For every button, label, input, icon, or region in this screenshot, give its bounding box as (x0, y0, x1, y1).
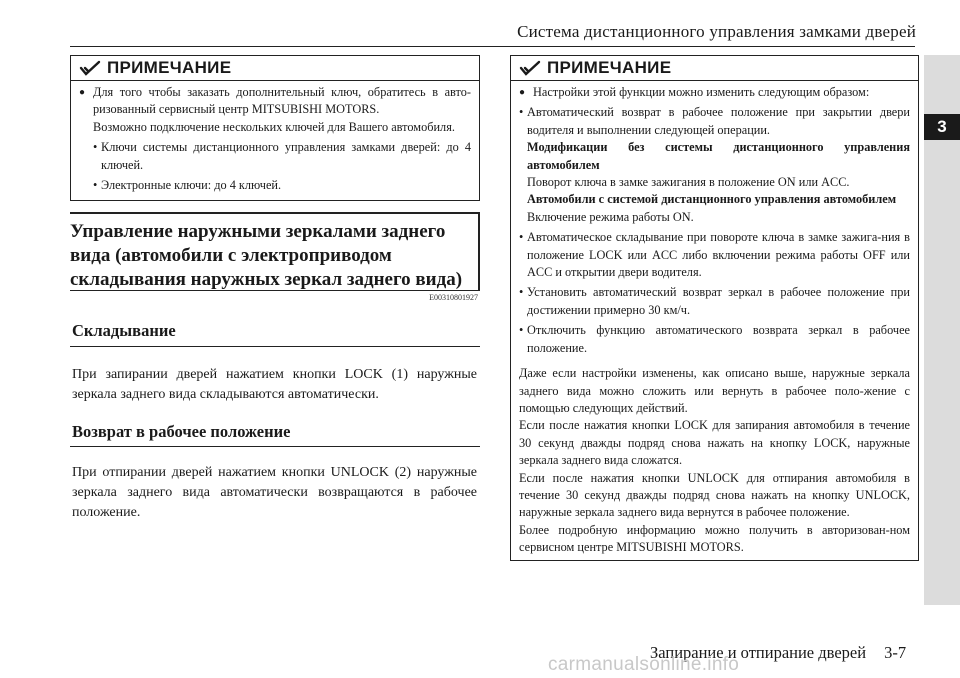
return-text: При отпирании дверей нажатием кнопки UNLOCK (2) наружные зеркала заднего вида автоматически возвращаются в рабочее положение. (72, 465, 477, 520)
note-list-item-text: Автоматический возврат в рабочее положение при закрытии двери водителя и выполнении следующей операции. (527, 105, 910, 137)
note-body (511, 81, 918, 561)
section-title-line: вида (автомобили с электроприводом (70, 245, 392, 266)
note-header (71, 56, 479, 81)
bullet-icon: ● (79, 87, 86, 98)
subsection-rule (70, 446, 480, 447)
note-bullet (79, 84, 471, 119)
note-subheading: Автомобили с системой дистанционного управления автомобилем (527, 192, 897, 207)
note-box-left (70, 55, 480, 201)
section-rule-bottom (70, 290, 480, 291)
note-bullet-text: Настройки этой функции можно изменить следующим образом: (533, 85, 870, 99)
note-title: ПРИМЕЧАНИЕ (107, 58, 232, 77)
subsection-title-folding: Складывание (72, 321, 176, 340)
note-list-item: • Ключи системы дистанционного управления замками дверей: до 4 ключей. (93, 139, 471, 174)
note-list-item: • Автоматический возврат в рабочее положение при закрытии двери водителя и выполнении следующей операции. Модификации без системы дистанционного управления автомобилем Поворот ключа в замке зажигания в положение ON или ACC. Автомобили с системой дистанционного управления автомобилем Включение режима работы ON. (519, 104, 910, 226)
note-paragraph: Более подробную информацию можно получить в авторизован-ном сервисном центре MITSUBISHI MOTORS. (519, 522, 910, 555)
page-number: 3-7 (884, 643, 907, 662)
note-bullet-text: Для того чтобы заказать дополнительный ключ, обратитесь в авто-ризованный сервисный центр MITSUBISHI MOTORS. (93, 85, 471, 117)
note-list-item-text: Электронные ключи: до 4 ключей. (101, 178, 282, 193)
footer-section-title: Запирание и отпирание дверей (650, 643, 867, 662)
section-rule-top (70, 212, 480, 214)
note-text: Поворот ключа в замке зажигания в положение ON или ACC. (527, 175, 850, 190)
note-text: Возможно подключение нескольких ключей для Вашего автомобиля. (93, 119, 455, 134)
note-body (71, 81, 479, 198)
subsection-rule (70, 346, 480, 347)
note-list-item-text: Автоматическое складывание при повороте ключа в замке зажига-ния в положение LOCK или ACC либо включении режима работы OFF или ACC и открытии двери водителя. (527, 230, 910, 280)
section-code: E00310801927 (429, 293, 478, 302)
note-list-item-text: Установить автоматический возврат зеркал в рабочее положение при достижении примерно 30 км/ч. (527, 285, 910, 317)
section-title (70, 220, 475, 292)
note-list-item: • Установить автоматический возврат зеркал в рабочее положение при достижении примерно 30 км/ч. (519, 284, 910, 319)
note-title: ПРИМЕЧАНИЕ (547, 58, 672, 77)
note-list-item-text: Ключи системы дистанционного управления замками дверей: до 4 ключей. (101, 140, 471, 172)
note-list-item: • Автоматическое складывание при повороте ключа в замке зажига-ния в положение LOCK или ACC либо включении режима работы OFF или ACC и открытии двери водителя. (519, 229, 910, 281)
note-paragraph: Если после нажатия кнопки LOCK для запирания автомобиля в течение 30 секунд дважды подряд снова нажать на кнопку LOCK, наружные зеркала заднего вида сложатся. (519, 418, 910, 468)
running-header: Система дистанционного управления замками дверей (517, 22, 916, 41)
note-header (511, 56, 918, 81)
chapter-tab: 3 (924, 114, 960, 140)
folding-text: При запирании дверей нажатием кнопки LOCK (1) наружные зеркала заднего вида складываются автоматически. (72, 367, 477, 402)
section-title-line: складывания наружных зеркал заднего вида) (70, 269, 463, 290)
section-vertical-bar (478, 212, 480, 290)
note-paragraph: Если после нажатия кнопки UNLOCK для отпирания автомобиля в течение 30 секунд дважды подряд снова нажать на кнопку UNLOCK, наружные зеркала заднего вида вернутся в рабочее положение. (519, 470, 910, 520)
note-list-item: • Электронные ключи: до 4 ключей. (93, 177, 471, 194)
check-icon (79, 60, 101, 76)
bullet-icon: ● (519, 87, 526, 98)
note-list-item-text: Отключить функцию автоматического возврата зеркал в рабочее положение. (527, 323, 910, 355)
check-icon (519, 60, 541, 76)
header-rule (70, 46, 915, 47)
note-bullet (519, 84, 910, 101)
note-list-item: • Отключить функцию автоматического возврата зеркал в рабочее положение. (519, 322, 910, 357)
note-paragraph: Даже если настройки изменены, как описано выше, наружные зеркала заднего вида можно сложить или вернуть в рабочее поло-жение с помощью следующих действий. (519, 366, 910, 415)
watermark: carmanualsonline.info (548, 654, 740, 675)
note-box-right (510, 55, 919, 561)
section-title-line: Управление наружными зеркалами заднего (70, 221, 446, 242)
subsection-title-return: Возврат в рабочее положение (72, 422, 291, 441)
note-text: Включение режима работы ON. (527, 209, 694, 224)
note-subheading: Модификации без системы дистанционного управления автомобилем (527, 140, 910, 172)
